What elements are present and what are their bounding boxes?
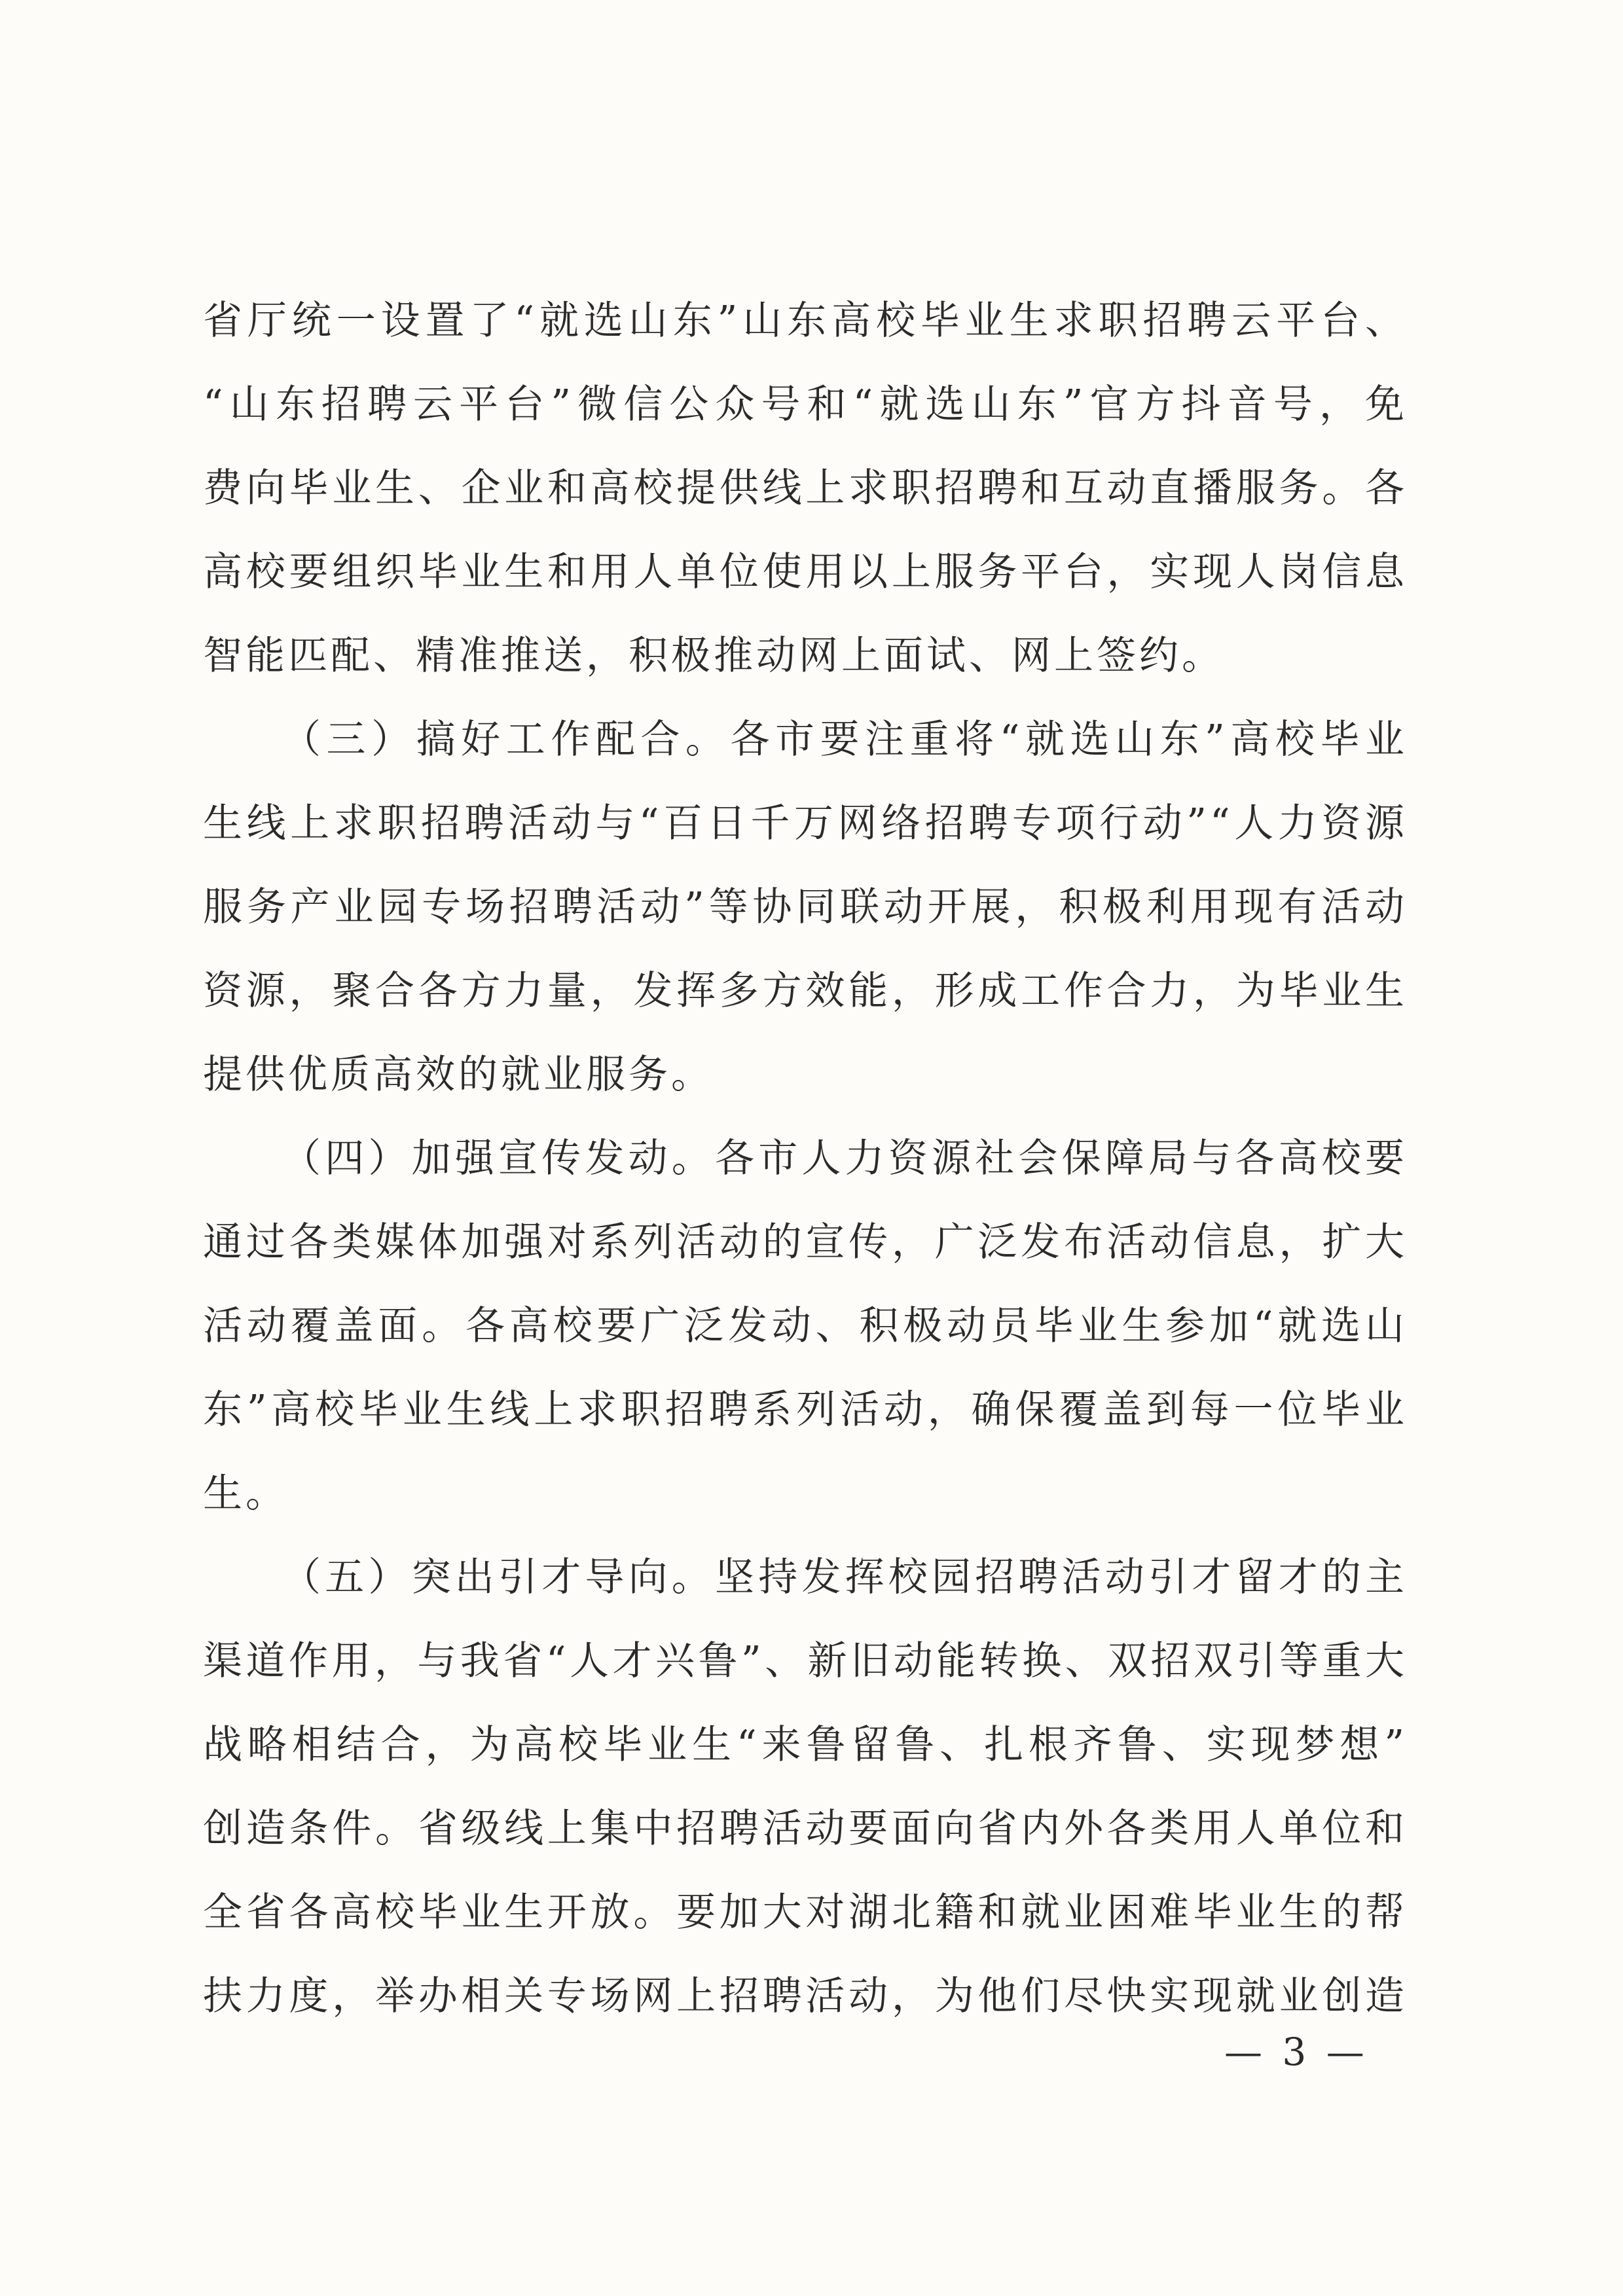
paragraph-3-line-1: （四）加强宣传发动。各市人力资源社会保障局与各高校要: [282, 1136, 1408, 1181]
paragraph-3-line-5: 生。: [203, 1471, 288, 1516]
paragraph-4-line-4: 创造条件。省级线上集中招聘活动要面向省内外各类用人单位和: [203, 1806, 1408, 1852]
paragraph-3-line-2: 通过各类媒体加强对系列活动的宣传，广泛发布活动信息，扩大: [203, 1219, 1408, 1265]
paragraph-1-line-5: 智能匹配、精准推送，积极推动网上面试、网上签约。: [203, 633, 1224, 679]
paragraph-2-line-1: （三）搞好工作配合。各市要注重将“就选山东”高校毕业: [282, 717, 1408, 762]
paragraph-1-line-3: 费向毕业生、企业和高校提供线上求职招聘和互动直播服务。各: [203, 465, 1408, 511]
paragraph-1-line-1: 省厅统一设置了“就选山东”山东高校毕业生求职招聘云平台、: [203, 298, 1408, 344]
paragraph-4-line-2: 渠道作用，与我省“人才兴鲁”、新旧动能转换、双招双引等重大: [203, 1638, 1408, 1684]
paragraph-2-line-2: 生线上求职招聘活动与“百日千万网络招聘专项行动”“人力资源: [203, 800, 1408, 846]
paragraph-3-line-3: 活动覆盖面。各高校要广泛发动、积极动员毕业生参加“就选山: [203, 1303, 1408, 1349]
page-number: — 3 —: [1224, 2030, 1368, 2074]
paragraph-2-line-4: 资源，聚合各方力量，发挥多方效能，形成工作合力，为毕业生: [203, 968, 1408, 1014]
paragraph-4-line-1: （五）突出引才导向。坚持发挥校园招聘活动引才留才的主: [282, 1554, 1408, 1600]
paragraph-4-line-5: 全省各高校毕业生开放。要加大对湖北籍和就业困难毕业生的帮: [203, 1890, 1408, 1935]
paragraph-2-line-3: 服务产业园专场招聘活动”等协同联动开展，积极利用现有活动: [203, 884, 1408, 930]
paragraph-4-line-3: 战略相结合，为高校毕业生“来鲁留鲁、扎根齐鲁、实现梦想”: [203, 1722, 1408, 1768]
paragraph-1-line-4: 高校要组织毕业生和用人单位使用以上服务平台，实现人岗信息: [203, 549, 1408, 595]
paragraph-4-line-6: 扶力度，举办相关专场网上招聘活动，为他们尽快实现就业创造: [203, 1973, 1408, 2019]
paragraph-2-line-5: 提供优质高效的就业服务。: [203, 1052, 714, 1098]
paragraph-3-line-4: 东”高校毕业生线上求职招聘系列活动，确保覆盖到每一位毕业: [203, 1387, 1408, 1433]
paragraph-1-line-2: “山东招聘云平台”微信公众号和“就选山东”官方抖音号，免: [203, 382, 1408, 427]
